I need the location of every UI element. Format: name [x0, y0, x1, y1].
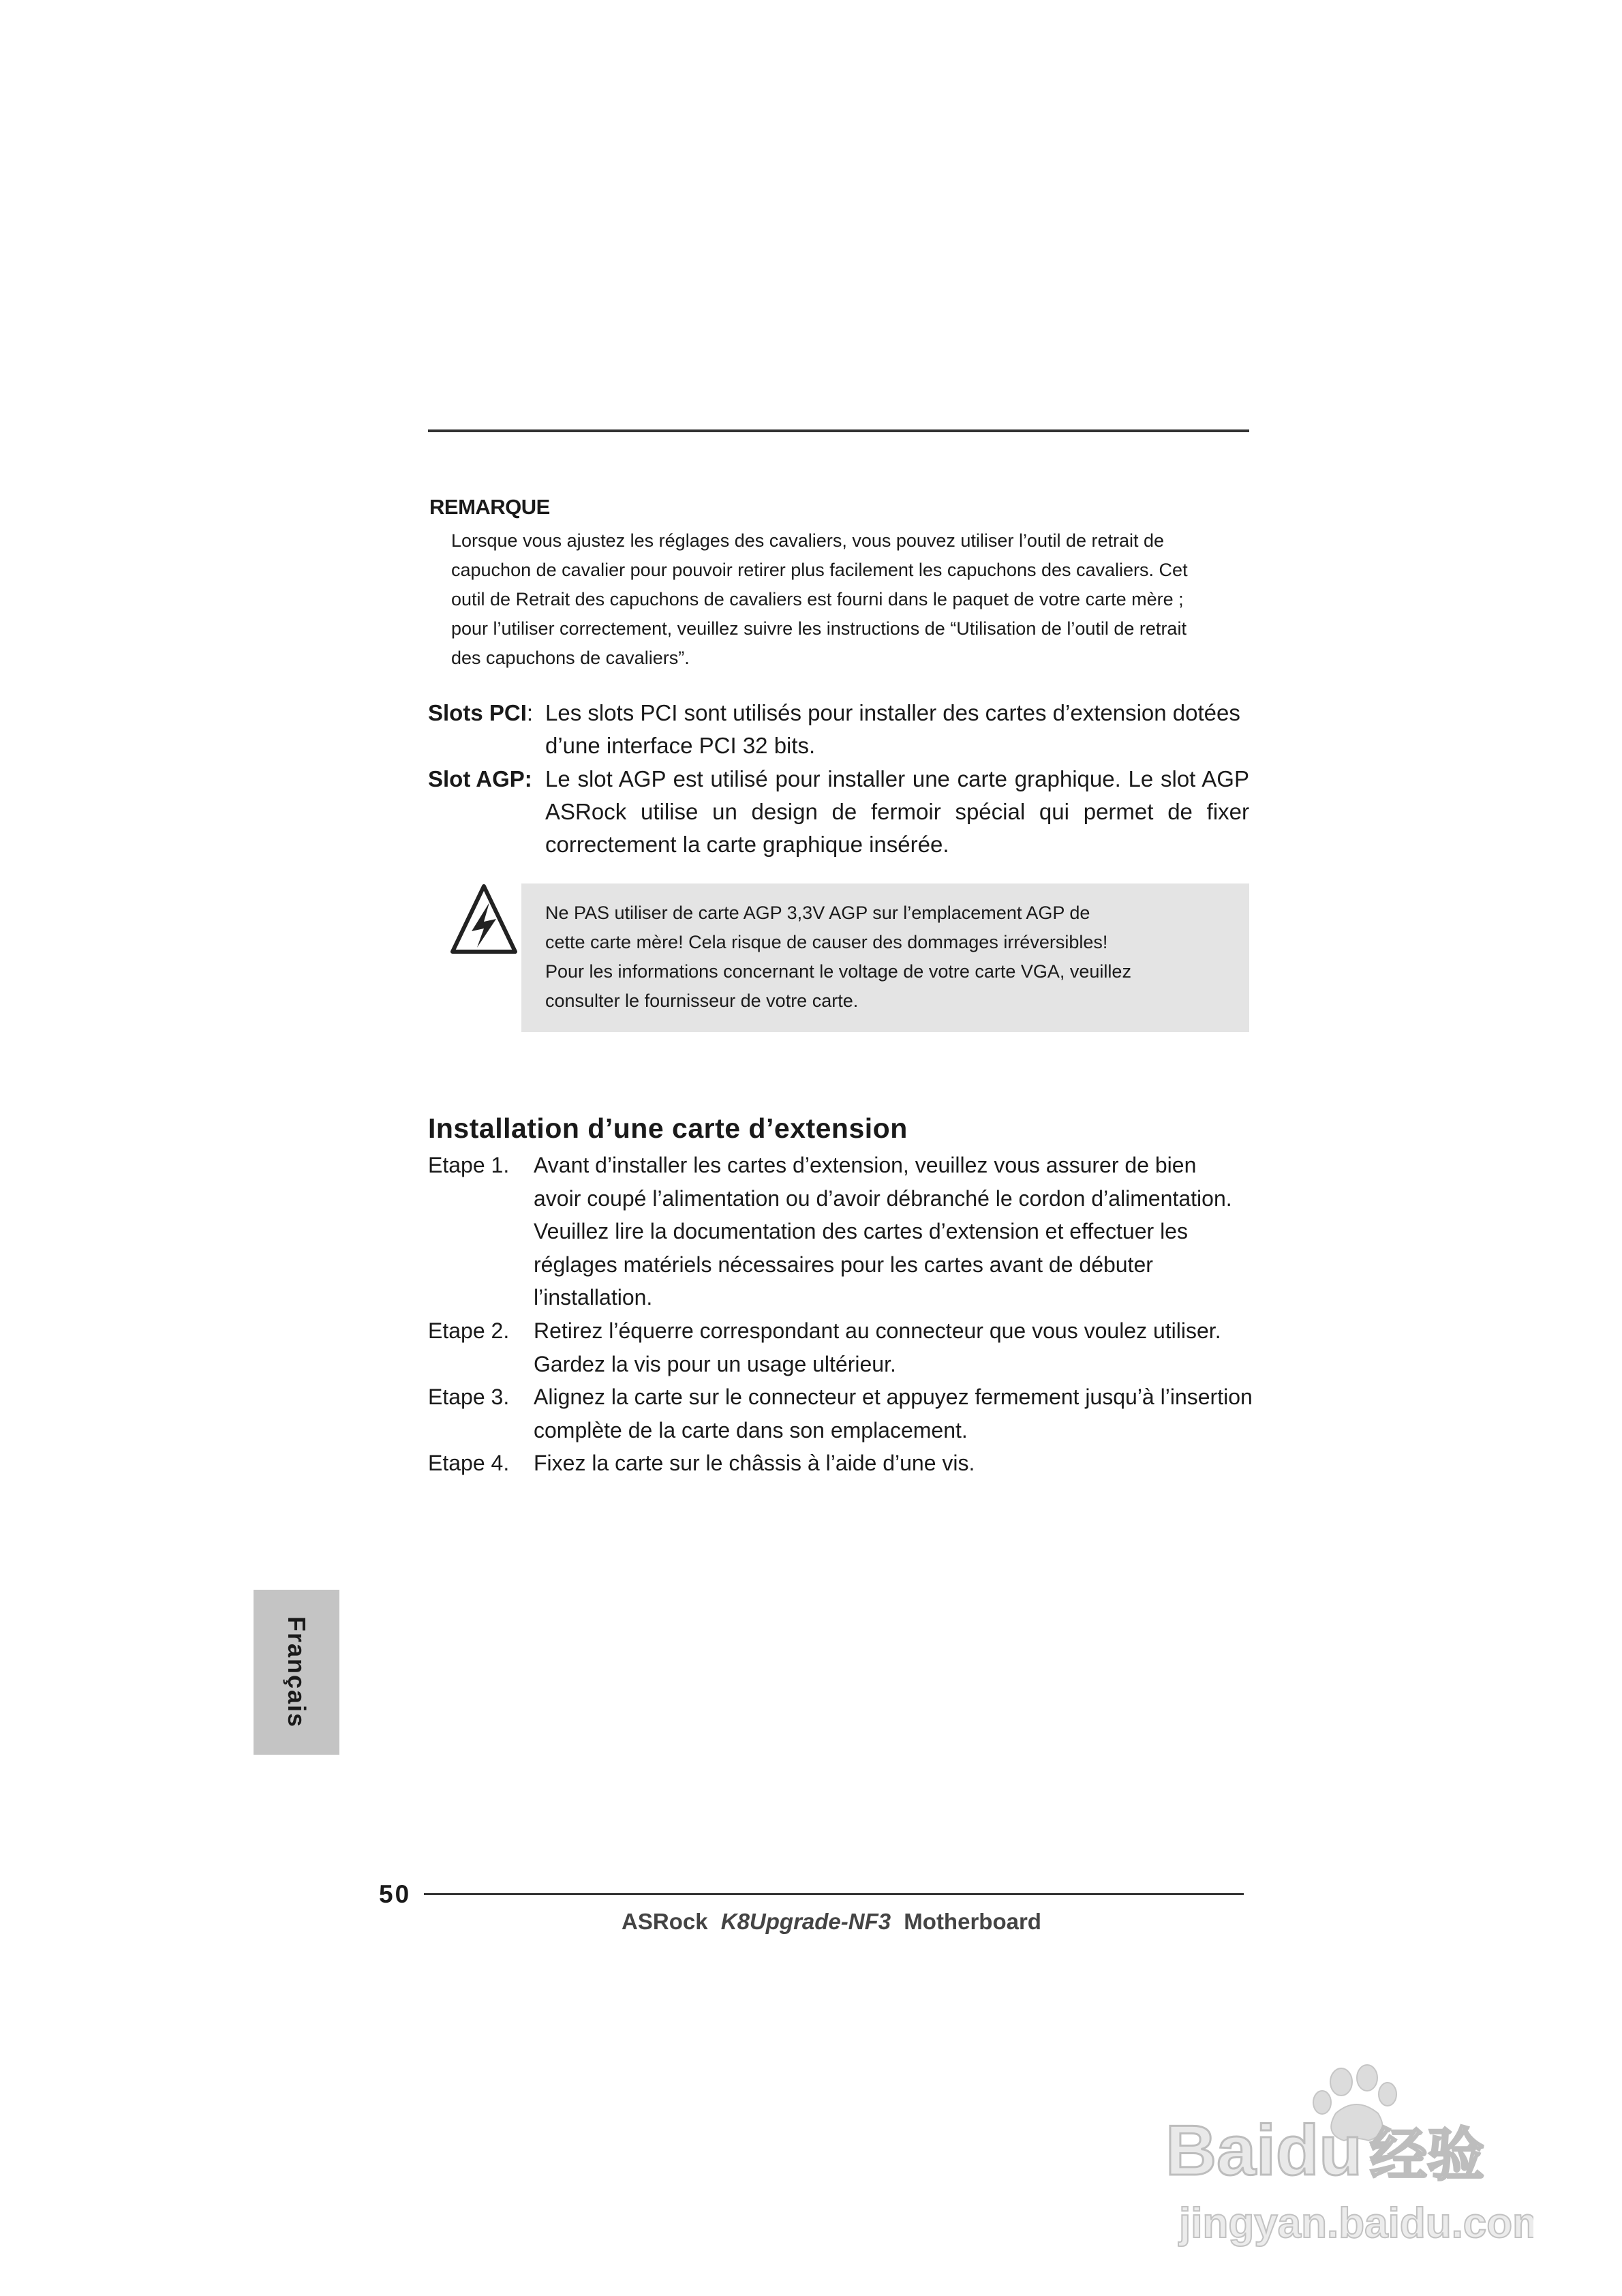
step-number: Etape 3.	[428, 1385, 510, 1409]
note-line: Lorsque vous ajustez les réglages des cavaliers, vous pouvez utiliser l’outil de retrait de	[451, 530, 1165, 551]
pci-desc-line: Les slots PCI sont utilisés pour installer des cartes d’extension dotées	[545, 700, 1240, 725]
step-number: Etape 4.	[428, 1451, 510, 1475]
step-line: Retirez l’équerre correspondant au connecteur que vous voulez utiliser.	[534, 1318, 1221, 1343]
warning-line: Ne PAS utiliser de carte AGP 3,3V AGP sur l’emplacement AGP de	[545, 903, 1090, 923]
step-line: Fixez la carte sur le châssis à l’aide d’une vis.	[534, 1451, 975, 1475]
step-2	[428, 1314, 1249, 1380]
pci-desc-line: d’une interface PCI 32 bits.	[545, 733, 816, 758]
step-1	[428, 1149, 1249, 1314]
agp-desc-line: correctement la carte graphique insérée.	[545, 832, 949, 857]
note-line: pour l’utiliser correctement, veuillez suivre les instructions de “Utilisation de l’outil de retrait	[451, 618, 1187, 639]
step-line: Veuillez lire la documentation des cartes d’extension et effectuer les	[534, 1219, 1188, 1243]
step-line: réglages matériels nécessaires pour les cartes avant de débuter	[534, 1252, 1153, 1277]
warning-line: consulter le fournisseur de votre carte.	[545, 991, 859, 1011]
footer-title	[0, 1909, 1622, 1935]
warning-lightning-icon	[450, 883, 518, 958]
warning-line: cette carte mère! Cela risque de causer des dommages irréversibles!	[545, 932, 1108, 952]
pci-term: Slots PCI:	[428, 700, 534, 725]
pci-slot-definition	[428, 697, 1249, 762]
agp-desc-line: Le slot AGP est utilisé pour installer une carte graphique. Le slot AGP	[545, 766, 1249, 791]
footer-brand: ASRock	[622, 1909, 708, 1934]
agp-term: Slot AGP:	[428, 766, 532, 791]
step-line: Avant d’installer les cartes d’extension, veuillez vous assurer de bien	[534, 1153, 1197, 1177]
step-line: complète de la carte dans son emplacement.	[534, 1417, 968, 1442]
section-title: Installation d’une carte d’extension	[428, 1113, 908, 1144]
page-number: 50	[379, 1880, 412, 1908]
step-line: Alignez la carte sur le connecteur et appuyez fermement jusqu’à l’insertion	[534, 1385, 1253, 1409]
step-line: l’installation.	[534, 1285, 653, 1310]
top-divider	[428, 429, 1249, 432]
footer-divider	[424, 1893, 1244, 1895]
step-text	[534, 1447, 1249, 1480]
step-4	[428, 1447, 1249, 1480]
note-title: REMARQUE	[429, 495, 550, 519]
watermark-brand: Baidu	[1165, 2111, 1362, 2190]
step-line: Gardez la vis pour un usage ultérieur.	[534, 1351, 896, 1376]
footer-product: Motherboard	[904, 1909, 1041, 1934]
warning-line: Pour les informations concernant le voltage de votre carte VGA, veuillez	[545, 961, 1131, 982]
pci-description	[545, 697, 1249, 762]
note-line: des capuchons de cavaliers”.	[451, 648, 690, 668]
watermark-url: jingyan.baidu.com	[1179, 2200, 1533, 2247]
step-3	[428, 1380, 1253, 1447]
warning-text	[545, 898, 1131, 1016]
step-text	[534, 1380, 1253, 1447]
note-body	[451, 526, 1249, 673]
step-line: avoir coupé l’alimentation ou d’avoir débranché le cordon d’alimentation.	[534, 1185, 1232, 1211]
agp-slot-definition	[428, 763, 1249, 861]
step-text	[534, 1314, 1249, 1380]
agp-description	[545, 763, 1249, 861]
footer-model: K8Upgrade-NF3	[720, 1909, 891, 1934]
step-number: Etape 1.	[428, 1153, 510, 1177]
watermark-cn-label: 经验	[1370, 2121, 1485, 2188]
language-tab-label: Français	[283, 1616, 311, 1729]
note-line: outil de Retrait des capuchons de cavaliers est fourni dans le paquet de votre carte mère ;	[451, 589, 1184, 609]
step-text	[534, 1149, 1249, 1314]
note-line: capuchon de cavalier pour pouvoir retirer plus facilement les capuchons des cavaliers. Cet	[451, 560, 1188, 580]
agp-desc-line: ASRock utilise un design de fermoir spécial qui permet de fixer	[545, 799, 1249, 824]
step-number: Etape 2.	[428, 1318, 510, 1343]
baidu-watermark	[1152, 2059, 1533, 2256]
